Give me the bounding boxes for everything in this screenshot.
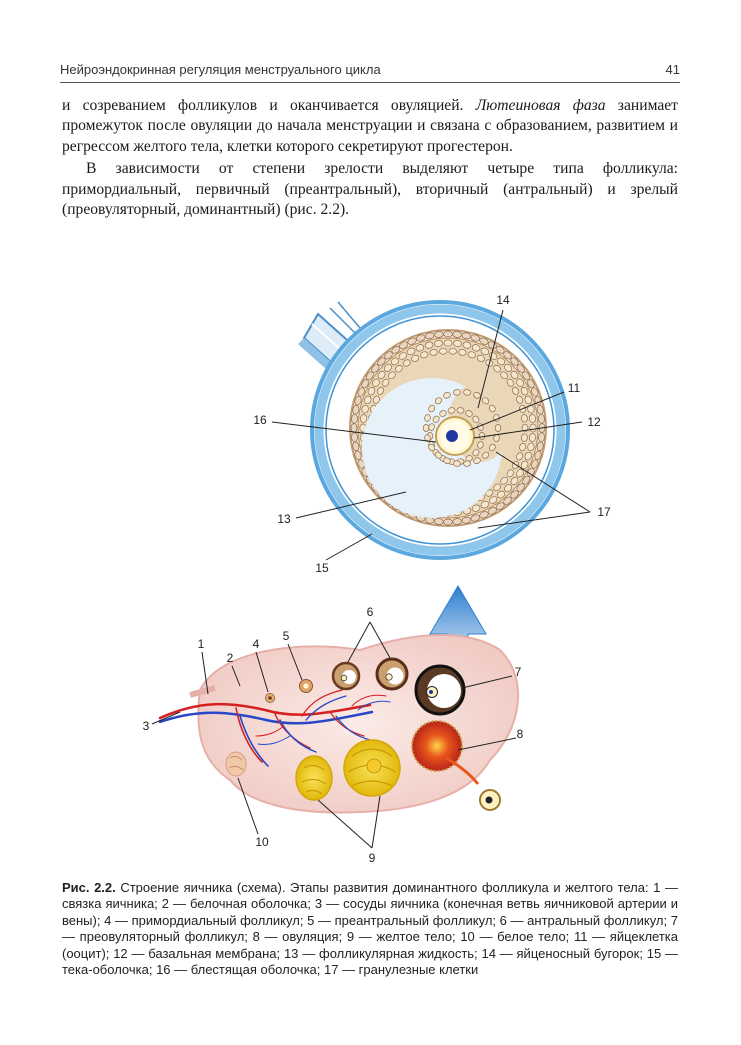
label-5: 5 (282, 629, 290, 643)
cell (434, 340, 443, 347)
label-1: 1 (197, 637, 205, 651)
caption-text: Строение яичника (схема). Этапы развития доминантного фолликула и желтого тела: 1 — связка яичника; 2 — белочная оболочка; 3 — сосуды яичника (конечная ветвь яичниковой артерии и вены); 4 — примордиальный фолликул; 5 — преантральный фолликул; 6 — антральный фолликул; 7 — преовуляторный фолликул; 8 — овуляция; 9 — желтое тело; 10 — белое тело; 11 — яйцеклетка (ооцит); 12 — базальная мембрана; 13 — фолликулярная жидкость; 14 — яйценосный бугорок; 15 — тека-оболочка; 16 — блестящая оболочка; 17 — гранулезные клетки (62, 880, 678, 978)
cell (444, 331, 453, 337)
running-header (60, 58, 680, 82)
antral-follicle-2 (377, 659, 407, 689)
caption-label: Рис. 2.2. (62, 880, 116, 895)
cell (521, 414, 528, 422)
cell (538, 432, 545, 442)
cell (351, 424, 357, 433)
label-15: 15 (315, 561, 329, 575)
cell (439, 348, 447, 354)
cell (434, 518, 444, 525)
cell (453, 389, 461, 396)
corpus-albicans (226, 752, 246, 776)
italic-term: Лютеиновая фаза (475, 97, 606, 114)
cell (453, 340, 462, 347)
preantral-follicle (300, 680, 313, 693)
ovary-figure (0, 250, 741, 880)
label-4: 4 (252, 637, 260, 651)
corpus-luteum-2 (344, 740, 400, 796)
cell (529, 433, 536, 442)
primordial-follicle (266, 694, 275, 703)
cell (452, 518, 462, 525)
label-8: 8 (516, 727, 524, 741)
cell (351, 432, 358, 442)
label-2: 2 (226, 651, 234, 665)
label-9: 9 (368, 851, 376, 865)
label-7: 7 (514, 665, 522, 679)
label-16: 16 (253, 413, 267, 427)
paragraph-2: В зависимости от степени зрелости выделяют четыре типа фолликула: примордиальный, первичный (преантральный), вторичный (антральный) и зрелый (преовуляторный, доминантный) (рис. 2.2). (62, 160, 678, 219)
label-10: 10 (255, 835, 269, 849)
cell (495, 425, 501, 432)
running-title: Нейроэндокринная регуляция менструального цикла (60, 62, 381, 77)
cell (453, 460, 461, 467)
body-text (62, 96, 678, 220)
label-6: 6 (366, 605, 374, 619)
label-17: 17 (597, 505, 611, 519)
cell (538, 414, 545, 424)
page-number: 41 (665, 62, 680, 77)
cell (444, 519, 453, 525)
cell (360, 414, 367, 423)
cell (530, 424, 536, 432)
paragraph-1: и созреванием фолликулов и оканчивается овуляцией. Лютеиновая фаза занимает промежуток после овуляции до начала менструации и связана с образованием, развитием и регрессом желтого тела, клетки которого секретируют прогестерон. (62, 97, 678, 155)
label-13: 13 (277, 512, 291, 526)
cell (452, 331, 462, 338)
label-3: 3 (142, 719, 150, 733)
cell (479, 433, 485, 440)
cell (351, 414, 358, 424)
cell (463, 460, 471, 467)
label-11: 11 (567, 381, 581, 395)
cell (449, 348, 457, 354)
figure-caption (62, 880, 678, 978)
header-rule (60, 82, 680, 83)
cell (521, 434, 528, 442)
cell (444, 340, 452, 346)
cell (423, 425, 429, 432)
cell (529, 414, 536, 423)
label-14: 14 (496, 293, 510, 307)
preovulatory-follicle (416, 666, 464, 714)
ovary-diagram (0, 250, 741, 880)
antral-follicle-1 (333, 663, 359, 689)
cell (434, 331, 444, 338)
label-12: 12 (587, 415, 601, 429)
corpus-luteum-1 (296, 756, 332, 800)
released-oocyte (480, 790, 500, 810)
cell (463, 389, 471, 396)
